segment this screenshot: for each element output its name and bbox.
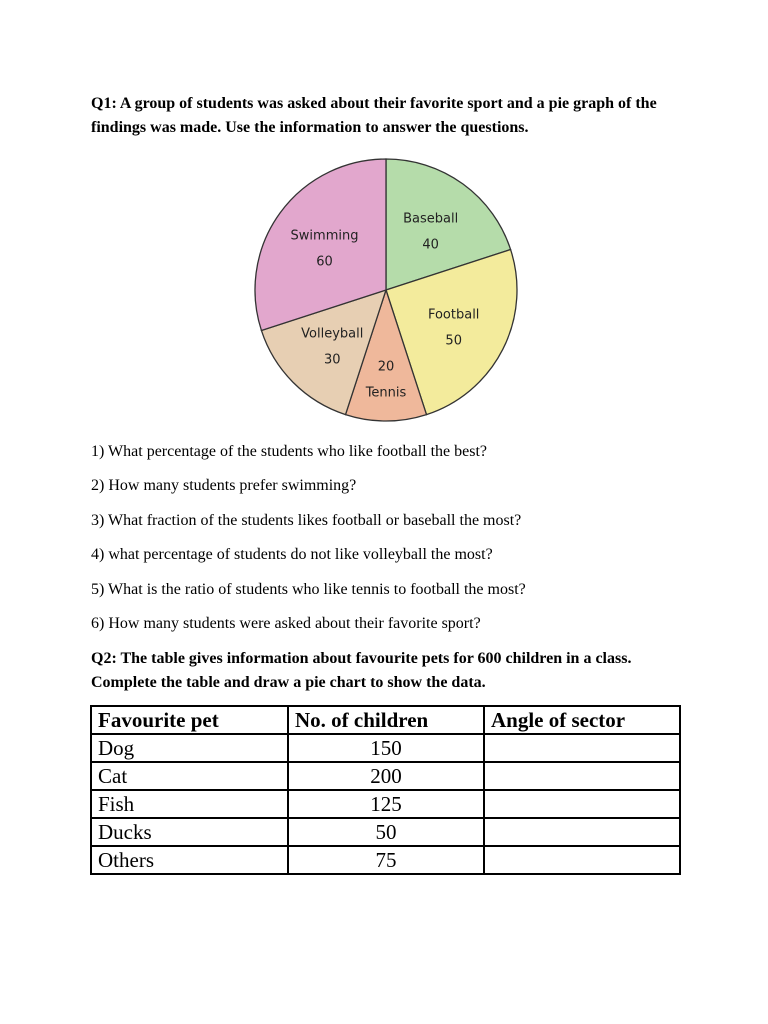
table-header-row (91, 706, 680, 734)
column-header-count: No. of children (288, 706, 484, 734)
pie-label-tennis: Tennis (365, 385, 407, 401)
count-cell: 125 (288, 790, 484, 818)
pet-cell: Others (91, 846, 288, 874)
angle-cell[interactable] (484, 818, 680, 846)
table-row (91, 846, 680, 874)
pie-label-swimming: Swimming (290, 228, 359, 244)
count-cell: 200 (288, 762, 484, 790)
question-item: 5) What is the ratio of students who like tennis to football the most? (91, 580, 526, 598)
pie-label-baseball: Baseball (403, 211, 459, 227)
question-item: 2) How many students prefer swimming? (91, 477, 357, 495)
angle-cell[interactable] (484, 762, 680, 790)
pie-value-baseball: 40 (422, 237, 439, 253)
angle-cell[interactable] (484, 790, 680, 818)
count-cell: 75 (288, 846, 484, 874)
table-row (91, 818, 680, 846)
count-cell: 150 (288, 734, 484, 762)
pie-value-swimming: 60 (316, 254, 333, 270)
angle-cell[interactable] (484, 846, 680, 874)
question-list (91, 440, 526, 646)
sports-pie-chart (247, 151, 527, 431)
pet-cell: Cat (91, 762, 288, 790)
pie-label-volleyball: Volleyball (301, 326, 364, 342)
column-header-angle: Angle of sector (484, 706, 680, 734)
angle-cell[interactable] (484, 734, 680, 762)
count-cell: 50 (288, 818, 484, 846)
column-header-pet: Favourite pet (91, 706, 288, 734)
question-item: 1) What percentage of the students who like football the best? (91, 443, 488, 460)
pie-value-tennis: 20 (377, 359, 395, 375)
table-row (91, 790, 680, 818)
table-row (91, 734, 680, 762)
pet-cell: Fish (91, 790, 288, 818)
pets-table (90, 705, 681, 875)
q1-heading: Q1: A group of students was asked about their favorite sport and a pie graph of the findings was made. Use the information to answer the questions. (91, 95, 657, 136)
pie-chart-svg (247, 151, 527, 431)
question-item: 6) How many students were asked about their favorite sport? (91, 614, 481, 632)
pie-value-volleyball: 30 (324, 352, 341, 368)
q2-heading: Q2: The table gives information about favourite pets for 600 children in a class. Complete the table and draw a pie chart to show the data. (91, 650, 632, 691)
pet-cell: Dog (91, 734, 288, 762)
question-item: 3) What fraction of the students likes football or baseball the most? (91, 511, 522, 529)
pie-label-football: Football (427, 307, 480, 323)
pet-cell: Ducks (91, 818, 288, 846)
question-item: 4) what percentage of students do not like volleyball the most? (91, 546, 493, 564)
pie-value-football: 50 (445, 333, 462, 349)
table-row (91, 762, 680, 790)
